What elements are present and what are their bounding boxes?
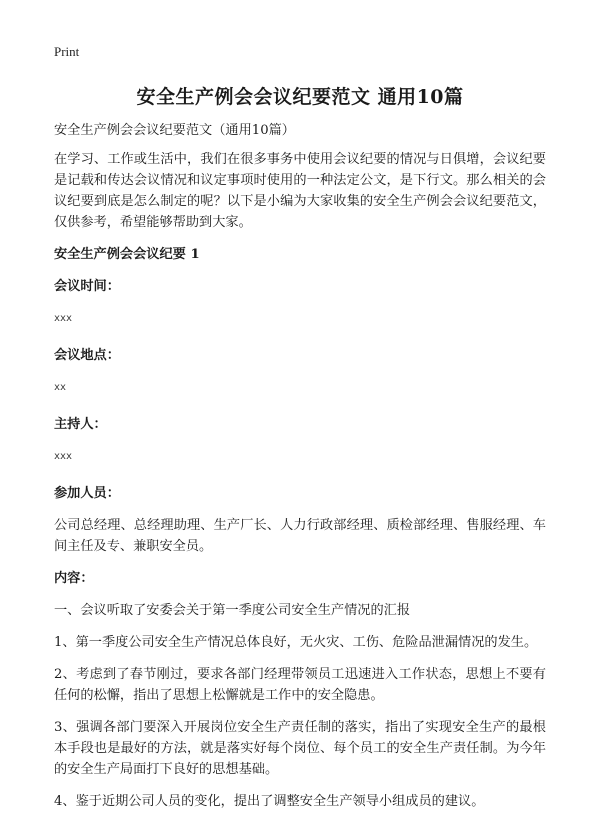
- meeting-place-label: 会议地点：: [54, 348, 120, 363]
- content-item: 1、第一季度公司安全生产情况总体良好，无火灾、工伤、危险品泄漏情况的发生。: [54, 635, 538, 650]
- content-item: 4、鉴于近期公司人员的变化，提出了调整安全生产领导小组成员的建议。: [54, 794, 485, 809]
- meeting-time-label: 会议时间：: [54, 279, 120, 294]
- attendees-label: 参加人员：: [54, 486, 120, 501]
- content-item: 一、会议听取了安委会关于第一季度公司安全生产情况的汇报: [54, 603, 411, 618]
- meeting-time-value: xxx: [54, 313, 73, 324]
- host-label: 主持人：: [54, 417, 107, 432]
- document-subtitle: 安全生产例会会议纪要范文（通用10篇）: [54, 123, 295, 138]
- intro-paragraph: 在学习、工作或生活中，我们在很多事务中使用会议纪要的情况与日俱增，会议纪要是记载和传达会议情况和议定事项时使用的一种法定公文，是下行文。那么相关的会议纪要到底是怎么制定的呢？以下是小编为大家收集的安全生产例会会议纪要范文，仅供参考，希望能够帮助到大家。: [54, 152, 546, 230]
- content-label: 内容：: [54, 571, 94, 586]
- host-value: xxx: [54, 451, 73, 462]
- document-body: [54, 120, 546, 823]
- print-link[interactable]: Print: [54, 44, 80, 59]
- attendees-value: 公司总经理、总经理助理、生产厂长、人力行政部经理、质检部经理、售服经理、车间主任及专、兼职安全员。: [54, 518, 546, 554]
- content-item: 3、强调各部门要深入开展岗位安全生产责任制的落实，指出了实现安全生产的最根本手段也是最好的方法，就是落实好每个岗位、每个员工的安全生产责任制。为今年的安全生产局面打下良好的思想基础。: [54, 720, 546, 777]
- meeting-place-value: xx: [54, 382, 67, 393]
- section-title: 安全生产例会会议纪要 1: [54, 247, 200, 262]
- document-title: 安全生产例会会议纪要范文 通用10篇: [136, 86, 464, 108]
- content-item: 2、考虑到了春节刚过，要求各部门经理带领员工迅速进入工作状态，思想上不要有任何的松懈，指出了思想上松懈就是工作中的安全隐患。: [54, 667, 546, 703]
